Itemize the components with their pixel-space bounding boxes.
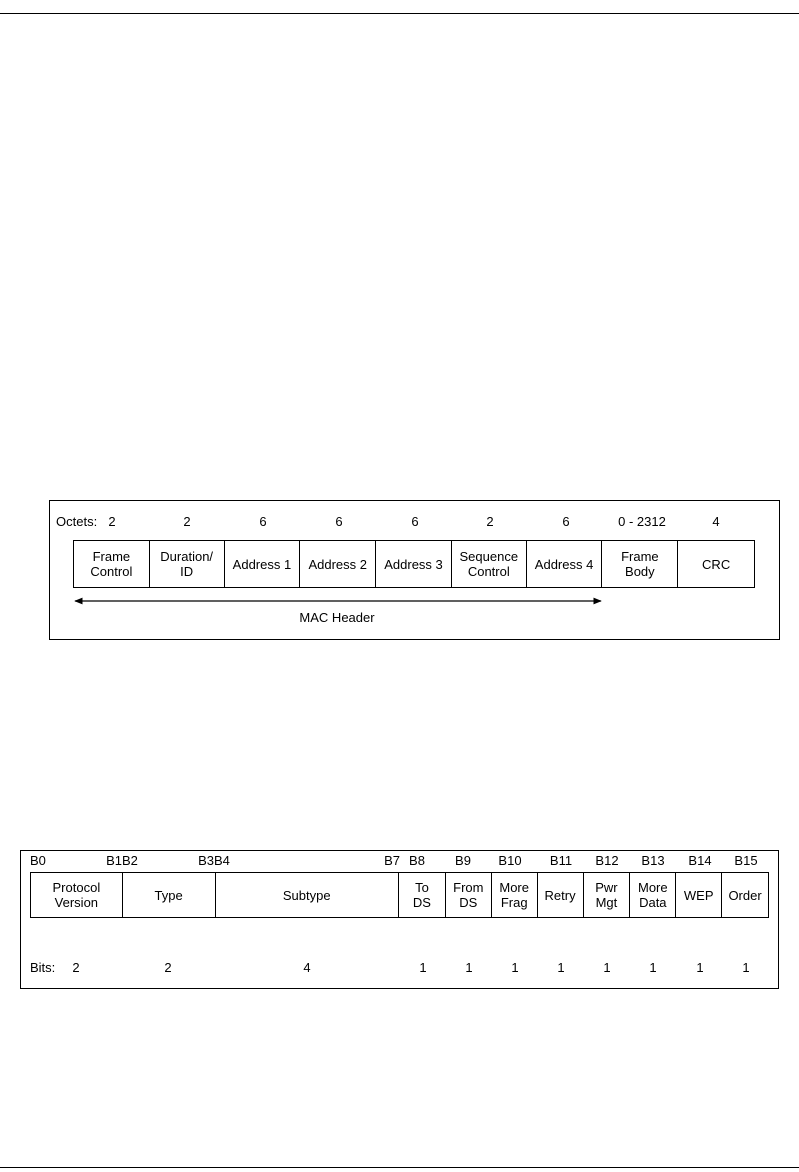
field-more-frag: More Frag — [492, 873, 538, 917]
bit-marker: B10 — [498, 853, 522, 868]
field-address-3: Address 3 — [376, 541, 452, 587]
field-type: Type — [123, 873, 216, 917]
frame-control-fields — [30, 872, 769, 918]
bit-count: 1 — [603, 960, 611, 975]
field-sequence-control: Sequence Control — [452, 541, 527, 587]
field-address-4: Address 4 — [527, 541, 603, 587]
bit-count: 4 — [303, 960, 311, 975]
bit-count: 1 — [557, 960, 565, 975]
bit-marker: B13 — [641, 853, 665, 868]
bit-count: 1 — [649, 960, 657, 975]
octets-prefix: Octets: — [56, 514, 98, 529]
bit-marker: B12 — [595, 853, 619, 868]
bit-marker: B1B2 — [106, 853, 138, 868]
bit-marker: B9 — [455, 853, 471, 868]
bit-count: 1 — [465, 960, 473, 975]
bit-count: 1 — [419, 960, 427, 975]
field-protocol-version: Protocol Version — [31, 873, 123, 917]
octet-count: 6 — [411, 514, 419, 529]
bit-count: 1 — [696, 960, 704, 975]
page-bottom-rule — [0, 1167, 799, 1168]
bit-count: 1 — [511, 960, 519, 975]
bit-marker: B7 — [384, 853, 400, 868]
octet-count: 2 — [108, 514, 116, 529]
bit-marker: B3B4 — [198, 853, 230, 868]
field-to-ds: To DS — [399, 873, 446, 917]
field-order: Order — [728, 887, 762, 903]
bit-marker: B15 — [734, 853, 758, 868]
field-wep: WEP — [676, 873, 722, 917]
bit-marker: B11 — [549, 853, 573, 868]
bit-count: 2 — [72, 960, 80, 975]
field-duration-id: Duration/ ID — [150, 541, 225, 587]
bit-marker: B0 — [30, 853, 46, 868]
bit-count: 1 — [742, 960, 750, 975]
field-retry: Retry — [538, 873, 584, 917]
frame-control-figure — [20, 850, 779, 989]
field-crc: CRC — [702, 556, 731, 572]
field-more-data: More Data — [630, 873, 676, 917]
octet-count: 2 — [183, 514, 191, 529]
field-from-ds: From DS — [446, 873, 492, 917]
field-frame-body: Frame Body — [602, 541, 678, 587]
mac-header-label: MAC Header — [299, 610, 375, 625]
field-address-2: Address 2 — [300, 541, 376, 587]
bit-marker: B14 — [688, 853, 712, 868]
octet-count: 6 — [562, 514, 570, 529]
bits-prefix: Bits: — [30, 960, 56, 975]
octet-count: 4 — [712, 514, 720, 529]
field-address-1: Address 1 — [225, 541, 301, 587]
bit-marker: B8 — [409, 853, 425, 868]
octet-count: 0 - 2312 — [618, 514, 666, 529]
octet-count: 6 — [335, 514, 343, 529]
bit-count: 2 — [164, 960, 172, 975]
field-frame-control: Frame Control — [74, 541, 150, 587]
octet-count: 6 — [259, 514, 267, 529]
field-subtype: Subtype — [216, 873, 400, 917]
octet-count: 2 — [486, 514, 494, 529]
field-pwr-mgt: Pwr Mgt — [584, 873, 631, 917]
